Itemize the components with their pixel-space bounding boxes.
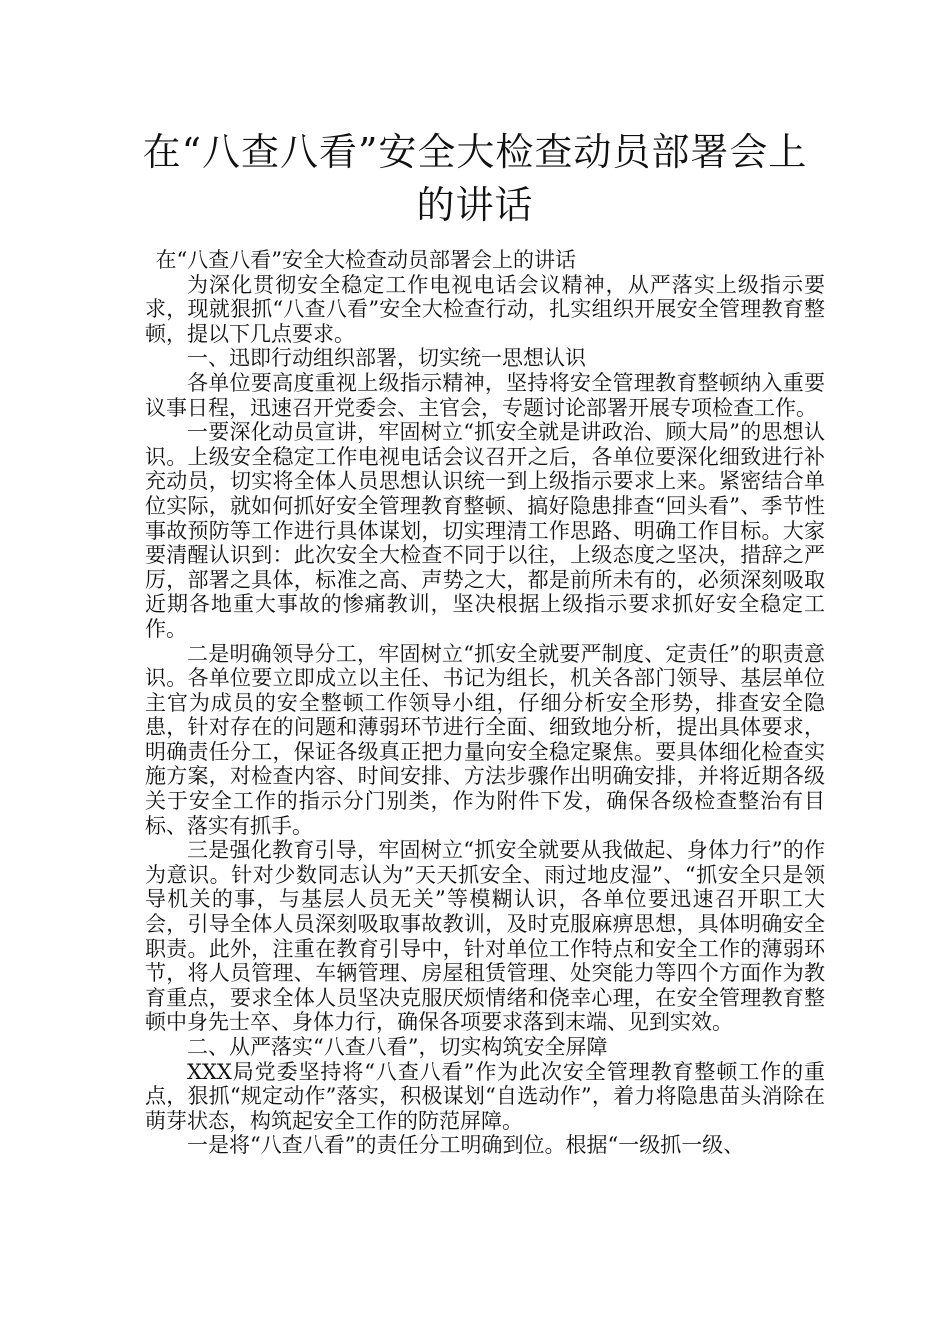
document-body — [145, 248, 825, 1158]
section-heading-1: 一、迅即行动组织部署，切实统一思想认识 — [187, 346, 586, 371]
section-heading-2: 二、从严落实“八查八看”，切实构筑安全屏障 — [187, 1035, 608, 1059]
document-title: 在“八查八看”安全大检查动员部署会上的讲话 — [142, 130, 808, 227]
body-paragraph: 各单位要高度重视上级指示精神，坚持将安全管理教育整顿纳入重要议事日程，迅速召开党委会、主官会，专题讨论部署开展专项检查工作。 — [145, 370, 825, 420]
body-paragraph: 三是强化教育引导，牢固树立“抓安全就要从我做起、身体力行”的作为意识。针对少数同志认为”天天抓安全、雨过地皮湿”、“抓安全只是领导机关的事，与基层人员无关”等模糊认识，各单位要迅速召开职工大会，引导全体人员深刻吸取事故教训，及时克服麻痹思想，具体明确安全职责。此外，注重在教育引导中，针对单位工作特点和安全工作的薄弱环节，将人员管理、车辆管理、房屋租赁管理、处突能力等四个方面作为教育重点，要求全体人员坚决克服厌烦情绪和侥幸心理，在安全管理教育整顿中身先士卒、身体力行，确保各项要求落到末端、见到实效。 — [145, 838, 825, 1035]
intro-paragraph: 为深化贯彻安全稳定工作电视电话会议精神，从严落实上级指示要求，现就狠抓“八查八看”安全大检查行动，扎实组织开展安全管理教育整顿，提以下几点要求。 — [145, 272, 825, 346]
body-paragraph: 一要深化动员宣讲，牢固树立“抓安全就是讲政治、顾大局”的思想认识。上级安全稳定工作电视电话会议召开之后，各单位要深化细致进行补充动员，切实将全体人员思想认识统一到上级指示要求上来。紧密结合单位实际，就如何抓好安全管理教育整顿、搞好隐患排查“回头看”、季节性事故预防等工作进行具体谋划，切实理清工作思路、明确工作目标。大家要清醒认识到：此次安全大检查不同于以往，上级态度之坚决，措辞之严厉，部署之具体，标准之高、声势之大，都是前所未有的，必须深刻吸取近期各地重大事故的惨痛教训，坚决根据上级指示要求抓好安全稳定工作。 — [145, 420, 825, 641]
body-paragraph: 二是明确领导分工，牢固树立“抓安全就要严制度、定责任”的职责意识。各单位要立即成立以主任、书记为组长，机关各部门领导、基层单位主官为成员的安全整顿工作领导小组，仔细分析安全形势，排查安全隐患，针对存在的问题和薄弱环节进行全面、细致地分析，提出具体要求，明确责任分工，保证各级真正把力量向安全稳定聚焦。要具体细化检查实施方案，对检查内容、时间安排、方法步骤作出明确安排，并将近期各级关于安全工作的指示分门别类，作为附件下发，确保各级检查整治有目标、落实有抓手。 — [145, 641, 825, 838]
body-paragraph: 一是将“八查八看”的责任分工明确到位。根据“一级抓一级、 — [187, 1133, 745, 1158]
body-paragraph: XXX局党委坚持将“八查八看”作为此次安全管理教育整顿工作的重点，狠抓“规定动作”落实，积极谋划“自选动作”，着力将隐患苗头消除在萌芽状态，构筑起安全工作的防范屏障。 — [145, 1059, 825, 1133]
document-subtitle: 在“八查八看”安全大检查动员部署会上的讲话 — [155, 248, 576, 272]
